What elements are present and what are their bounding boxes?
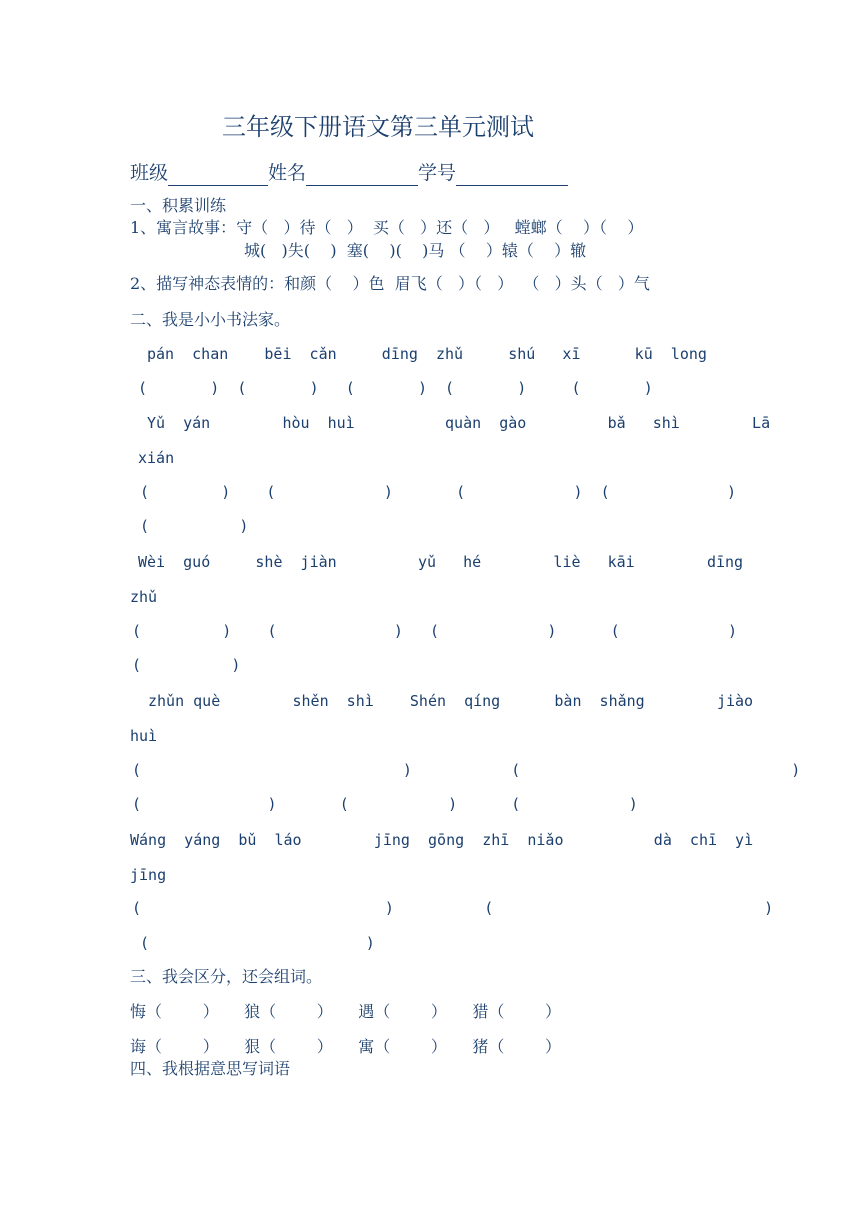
pinyin-row-4: zhǔn què shěn shì Shén qíng bàn shǎng jiào — [148, 692, 754, 710]
answer-row-4: ( ) ( ) — [132, 761, 801, 779]
question-1-line-2: 城( )失( ) 塞( )( )马 （ ）辕（ ）辙 — [244, 241, 587, 260]
class-blank[interactable] — [168, 165, 268, 186]
section-heading-3: 三、我会区分，还会组词。 — [130, 967, 323, 986]
page-title: 三年级下册语文第三单元测试 — [222, 113, 534, 141]
name-blank[interactable] — [306, 165, 418, 186]
answer-row-3-wrap: ( ) — [132, 656, 241, 674]
number-blank[interactable] — [456, 165, 568, 186]
answer-row-3: ( ) ( ) ( ) ( ) — [132, 622, 738, 640]
section-heading-1: 一、积累训练 — [130, 196, 227, 215]
pinyin-row-3: Wèi guó shè jiàn yǔ hé liè kāi dīng — [138, 553, 744, 571]
word-group-row-1: 悔（ ） 狼（ ） 遇（ ） 猎（ ） — [130, 1002, 562, 1021]
pinyin-row-2-wrap: xián — [138, 449, 175, 467]
number-label: 学号 — [418, 162, 457, 184]
section-heading-4: 四、我根据意思写词语 — [130, 1059, 291, 1078]
pinyin-row-1: pán chan bēi cǎn dīng zhǔ shú xī kū long — [147, 345, 707, 363]
pinyin-row-3-wrap: zhǔ — [130, 588, 158, 606]
pinyin-row-4-wrap: huì — [130, 727, 158, 745]
pinyin-row-2: Yǔ yán hòu huì quàn gào bǎ shì Lā — [147, 414, 771, 432]
answer-row-2: ( ) ( ) ( ) ( ) — [140, 483, 737, 501]
question-1-line-1: 1、寓言故事：守（ ）待（ ） 买（ ）还（ ） 螳螂（ ）（ ） — [130, 218, 644, 237]
student-info-line — [130, 160, 568, 186]
answer-row-5: ( ) ( ) — [132, 899, 774, 917]
pinyin-row-5: Wáng yáng bǔ láo jīng gōng zhī niǎo dà chī yì — [130, 831, 754, 849]
pinyin-row-5-wrap: jīng — [130, 866, 167, 884]
section-heading-2: 二、我是小小书法家。 — [130, 310, 291, 329]
name-label: 姓名 — [268, 162, 307, 184]
answer-row-2-wrap: ( ) — [140, 517, 249, 535]
class-label: 班级 — [130, 162, 169, 184]
answer-row-5-wrap: ( ) — [140, 934, 375, 952]
answer-row-1: ( ) ( ) ( ) ( ) ( ) — [138, 379, 653, 397]
answer-row-4-wrap: ( ) ( ) ( ) — [132, 795, 638, 813]
question-2-line: 2、描写神态表情的：和颜（ ）色 眉飞（ ）（ ） （ ）头（ ）气 — [130, 274, 650, 293]
word-group-row-2: 诲（ ） 狠（ ） 寓（ ） 猪（ ） — [130, 1037, 562, 1056]
